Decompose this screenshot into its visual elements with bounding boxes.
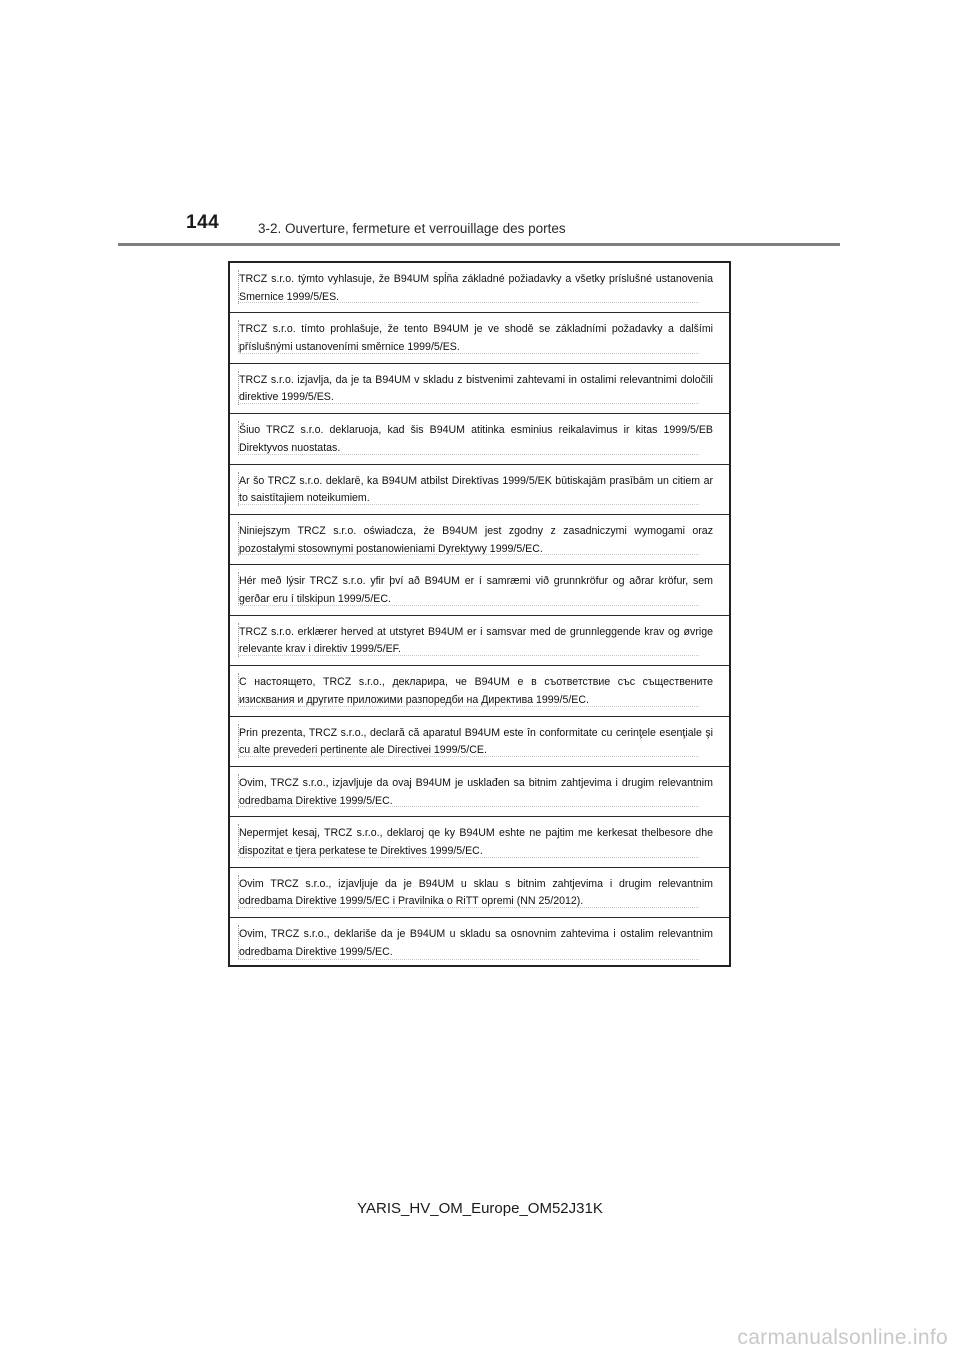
declaration-serbian: Ovim, TRCZ s.r.o., deklariše da je B94UM u skladu sa osnovnim zahtevima i ostalim relevantnim odredbama Direktive 1999/5/EC.	[230, 918, 729, 968]
section-title: 3-2. Ouverture, fermeture et verrouillage des portes	[258, 221, 566, 236]
declaration-lithuanian: Šiuo TRCZ s.r.o. deklaruoja, kad šis B94UM atitinka esminius reikalavimus ir kitas 1999/5/EB Direktyvos nuostatas.	[230, 414, 729, 464]
declaration-bulgarian: С настоящето, TRCZ s.r.o., декларира, че B94UM е в съответствие със съществените изисквания и другите приложими разпоредби на Директива 1999/5/EC.	[230, 666, 729, 716]
declaration-czech: TRCZ s.r.o. tímto prohlašuje, že tento B94UM je ve shodě se základními požadavky a dalšími příslušnými ustanoveními směrnice 1999/5/ES.	[230, 313, 729, 363]
declaration-latvian: Ar šo TRCZ s.r.o. deklarē, ka B94UM atbilst Direktīvas 1999/5/EK būtiskajām prasībām un citiem ar to saistītajiem noteikumiem.	[230, 465, 729, 515]
page-number: 144	[186, 212, 220, 233]
declaration-icelandic: Hér með lýsir TRCZ s.r.o. yfir því að B94UM er í samræmi við grunnkröfur og aðrar kröfur, sem gerðar eru í tilskipun 1999/5/EC.	[230, 565, 729, 615]
declaration-croatian: Ovim TRCZ s.r.o., izjavljuje da je B94UM u sklau s bitnim zahtjevima i drugim relevantnim odredbama Direktive 1999/5/EC i Pravilnika o RiTT opremi (NN 25/2012).	[230, 868, 729, 918]
declaration-slovenian: TRCZ s.r.o. izjavlja, da je ta B94UM v skladu z bistvenimi zahtevami in ostalimi relevantnimi določili direktive 1999/5/ES.	[230, 364, 729, 414]
declaration-box	[228, 261, 731, 967]
declaration-norwegian: TRCZ s.r.o. erklærer herved at utstyret B94UM er i samsvar med de grunnleggende krav og øvrige relevante krav i direktiv 1999/5/EF.	[230, 616, 729, 666]
declaration-slovak: TRCZ s.r.o. týmto vyhlasuje, že B94UM spĺňa základné požiadavky a všetky príslušné ustanovenia Smernice 1999/5/ES.	[230, 263, 729, 313]
document-code: YARIS_HV_OM_Europe_OM52J31K	[357, 1200, 603, 1217]
declaration-bosnian: Ovim, TRCZ s.r.o., izjavljuje da ovaj B94UM je usklađen sa bitnim zahtjevima i drugim relevantnim odredbama Direktive 1999/5/EC.	[230, 767, 729, 817]
declaration-polish: Niniejszym TRCZ s.r.o. oświadcza, że B94UM jest zgodny z zasadniczymi wymogami oraz pozostałymi stosownymi postanowieniami Dyrektywy 1999/5/EC.	[230, 515, 729, 565]
header-rule	[118, 243, 840, 246]
declaration-romanian: Prin prezenta, TRCZ s.r.o., declară că aparatul B94UM este în conformitate cu cerinţele esenţiale şi cu alte prevederi pertinente ale Directivei 1999/5/CE.	[230, 717, 729, 767]
declaration-albanian: Nepermjet kesaj, TRCZ s.r.o., deklaroj qe ky B94UM eshte ne pajtim me kerkesat thelbesore dhe dispozitat e tjera perkatese te Direktives 1999/5/EC.	[230, 817, 729, 867]
watermark-link[interactable]: carmanualsonline.info	[737, 1326, 948, 1349]
